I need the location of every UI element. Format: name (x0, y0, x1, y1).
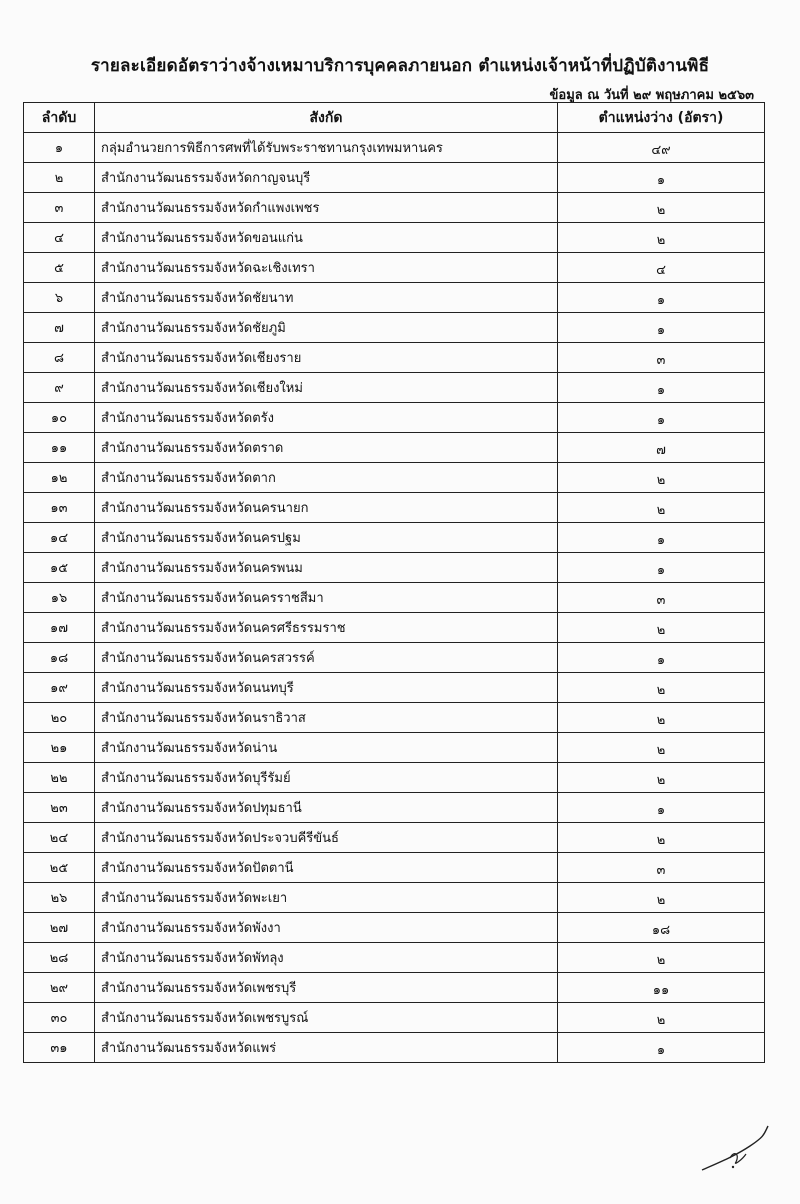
row-vacancies: ๑ (558, 523, 765, 553)
row-vacancies: ๑ (558, 163, 765, 193)
row-number: ๙ (24, 373, 95, 403)
table-row (24, 973, 765, 1003)
table-row (24, 133, 765, 163)
table-row (24, 853, 765, 883)
row-unit: สำนักงานวัฒนธรรมจังหวัดนครพนม (95, 553, 558, 583)
row-unit: สำนักงานวัฒนธรรมจังหวัดนนทบุรี (95, 673, 558, 703)
row-number: ๓ (24, 193, 95, 223)
row-unit: สำนักงานวัฒนธรรมจังหวัดกำแพงเพชร (95, 193, 558, 223)
row-unit: สำนักงานวัฒนธรรมจังหวัดขอนแก่น (95, 223, 558, 253)
table-row (24, 493, 765, 523)
row-vacancies: ๑๑ (558, 973, 765, 1003)
table-row (24, 913, 765, 943)
row-number: ๑๓ (24, 493, 95, 523)
table-row (24, 553, 765, 583)
table-row (24, 673, 765, 703)
table-row (24, 313, 765, 343)
table-row (24, 463, 765, 493)
row-unit: สำนักงานวัฒนธรรมจังหวัดประจวบคีรีขันธ์ (95, 823, 558, 853)
table-row (24, 223, 765, 253)
row-vacancies: ๒ (558, 883, 765, 913)
row-unit: สำนักงานวัฒนธรรมจังหวัดพังงา (95, 913, 558, 943)
row-number: ๒๔ (24, 823, 95, 853)
vacancy-table (23, 102, 765, 1063)
row-number: ๒๗ (24, 913, 95, 943)
row-unit: สำนักงานวัฒนธรรมจังหวัดเชียงราย (95, 343, 558, 373)
row-unit: สำนักงานวัฒนธรรมจังหวัดเพชรบูรณ์ (95, 1003, 558, 1033)
row-vacancies: ๒ (558, 1003, 765, 1033)
row-number: ๑๗ (24, 613, 95, 643)
row-number: ๑๑ (24, 433, 95, 463)
row-unit: สำนักงานวัฒนธรรมจังหวัดกาญจนบุรี (95, 163, 558, 193)
row-vacancies: ๓ (558, 343, 765, 373)
row-number: ๑๖ (24, 583, 95, 613)
row-number: ๒๖ (24, 883, 95, 913)
row-number: ๖ (24, 283, 95, 313)
row-vacancies: ๒ (558, 763, 765, 793)
row-number: ๑๘ (24, 643, 95, 673)
row-number: ๑๒ (24, 463, 95, 493)
table-row (24, 283, 765, 313)
data-date-subtitle: ข้อมูล ณ วันที่ ๒๙ พฤษภาคม ๒๕๖๓ (549, 88, 754, 103)
table-row (24, 373, 765, 403)
row-vacancies: ๒ (558, 613, 765, 643)
row-unit: สำนักงานวัฒนธรรมจังหวัดชัยภูมิ (95, 313, 558, 343)
header-unit: สังกัด (95, 103, 558, 133)
row-vacancies: ๑ (558, 1033, 765, 1063)
row-number: ๒๑ (24, 733, 95, 763)
row-vacancies: ๔ (558, 253, 765, 283)
row-vacancies: ๒ (558, 673, 765, 703)
row-unit: สำนักงานวัฒนธรรมจังหวัดนครศรีธรรมราช (95, 613, 558, 643)
row-number: ๓๑ (24, 1033, 95, 1063)
table-row (24, 703, 765, 733)
row-unit: กลุ่มอำนวยการพิธีการศพที่ได้รับพระราชทานกรุงเทพมหานคร (95, 133, 558, 163)
row-number: ๕ (24, 253, 95, 283)
row-unit: สำนักงานวัฒนธรรมจังหวัดนครสวรรค์ (95, 643, 558, 673)
table-row (24, 793, 765, 823)
signature-mark (700, 1120, 770, 1180)
row-vacancies: ๑ (558, 283, 765, 313)
row-number: ๑๙ (24, 673, 95, 703)
table-row (24, 1003, 765, 1033)
row-number: ๑๔ (24, 523, 95, 553)
row-vacancies: ๑ (558, 373, 765, 403)
table-row (24, 613, 765, 643)
row-vacancies: ๒ (558, 733, 765, 763)
table-row (24, 253, 765, 283)
row-unit: สำนักงานวัฒนธรรมจังหวัดปทุมธานี (95, 793, 558, 823)
row-unit: สำนักงานวัฒนธรรมจังหวัดฉะเชิงเทรา (95, 253, 558, 283)
row-vacancies: ๒ (558, 493, 765, 523)
table-row (24, 1033, 765, 1063)
row-number: ๓๐ (24, 1003, 95, 1033)
row-vacancies: ๒ (558, 463, 765, 493)
row-unit: สำนักงานวัฒนธรรมจังหวัดแพร่ (95, 1033, 558, 1063)
table-row (24, 343, 765, 373)
row-unit: สำนักงานวัฒนธรรมจังหวัดเพชรบุรี (95, 973, 558, 1003)
table-header-row (24, 103, 765, 133)
row-unit: สำนักงานวัฒนธรรมจังหวัดปัตตานี (95, 853, 558, 883)
row-unit: สำนักงานวัฒนธรรมจังหวัดนครปฐม (95, 523, 558, 553)
row-vacancies: ๑ (558, 403, 765, 433)
row-number: ๒๕ (24, 853, 95, 883)
row-unit: สำนักงานวัฒนธรรมจังหวัดตราด (95, 433, 558, 463)
table-row (24, 823, 765, 853)
row-unit: สำนักงานวัฒนธรรมจังหวัดนครนายก (95, 493, 558, 523)
row-unit: สำนักงานวัฒนธรรมจังหวัดนครราชสีมา (95, 583, 558, 613)
row-vacancies: ๒ (558, 703, 765, 733)
row-vacancies: ๑ (558, 553, 765, 583)
table-row (24, 523, 765, 553)
row-unit: สำนักงานวัฒนธรรมจังหวัดพัทลุง (95, 943, 558, 973)
table-body (24, 133, 765, 1063)
row-unit: สำนักงานวัฒนธรรมจังหวัดพะเยา (95, 883, 558, 913)
row-number: ๒๐ (24, 703, 95, 733)
row-vacancies: ๓ (558, 583, 765, 613)
table-row (24, 943, 765, 973)
row-unit: สำนักงานวัฒนธรรมจังหวัดตาก (95, 463, 558, 493)
row-number: ๑ (24, 133, 95, 163)
row-number: ๒๒ (24, 763, 95, 793)
row-number: ๒๙ (24, 973, 95, 1003)
row-unit: สำนักงานวัฒนธรรมจังหวัดเชียงใหม่ (95, 373, 558, 403)
row-vacancies: ๑ (558, 793, 765, 823)
table-row (24, 163, 765, 193)
row-number: ๔ (24, 223, 95, 253)
row-number: ๘ (24, 343, 95, 373)
row-vacancies: ๒ (558, 223, 765, 253)
row-unit: สำนักงานวัฒนธรรมจังหวัดน่าน (95, 733, 558, 763)
row-vacancies: ๒ (558, 823, 765, 853)
row-number: ๒๘ (24, 943, 95, 973)
row-unit: สำนักงานวัฒนธรรมจังหวัดบุรีรัมย์ (95, 763, 558, 793)
table-row (24, 193, 765, 223)
row-vacancies: ๗ (558, 433, 765, 463)
row-vacancies: ๒ (558, 193, 765, 223)
row-vacancies: ๓ (558, 853, 765, 883)
table-row (24, 643, 765, 673)
table-row (24, 883, 765, 913)
header-no: ลำดับ (24, 103, 95, 133)
header-vacancies: ตำแหน่งว่าง (อัตรา) (558, 103, 765, 133)
row-vacancies: ๑ (558, 313, 765, 343)
table-row (24, 403, 765, 433)
table-row (24, 433, 765, 463)
row-number: ๒๓ (24, 793, 95, 823)
row-vacancies: ๑๘ (558, 913, 765, 943)
table-row (24, 733, 765, 763)
row-unit: สำนักงานวัฒนธรรมจังหวัดนราธิวาส (95, 703, 558, 733)
row-vacancies: ๔๙ (558, 133, 765, 163)
row-unit: สำนักงานวัฒนธรรมจังหวัดตรัง (95, 403, 558, 433)
document-title: รายละเอียดอัตราว่างจ้างเหมาบริการบุคคลภายนอก ตำแหน่งเจ้าหน้าที่ปฏิบัติงานพิธี (90, 56, 710, 76)
row-vacancies: ๒ (558, 943, 765, 973)
table-row (24, 763, 765, 793)
row-number: ๗ (24, 313, 95, 343)
row-unit: สำนักงานวัฒนธรรมจังหวัดชัยนาท (95, 283, 558, 313)
row-number: ๒ (24, 163, 95, 193)
table-row (24, 583, 765, 613)
row-number: ๑๐ (24, 403, 95, 433)
row-vacancies: ๑ (558, 643, 765, 673)
row-number: ๑๕ (24, 553, 95, 583)
